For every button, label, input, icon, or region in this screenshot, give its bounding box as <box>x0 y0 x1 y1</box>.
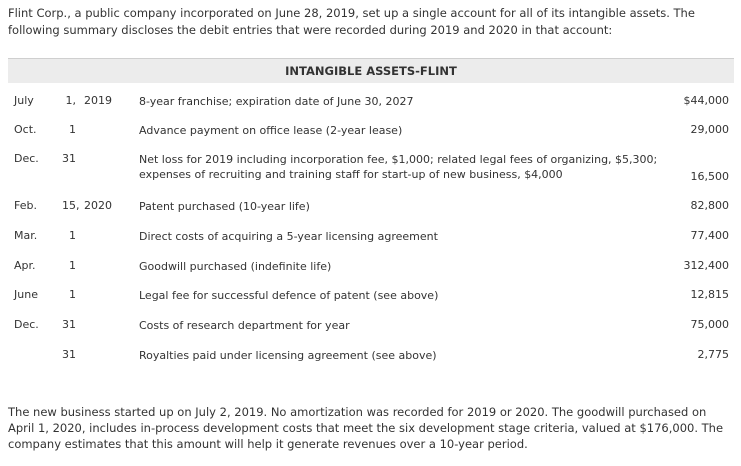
row-day: 31 <box>62 318 76 331</box>
row-year: 2020 <box>84 199 112 212</box>
row-day: 15, <box>62 199 80 212</box>
row-month: Dec. <box>14 152 39 165</box>
row-description: Patent purchased (10-year life) <box>139 200 310 213</box>
row-amount: 29,000 <box>690 123 729 136</box>
row-description: Costs of research department for year <box>139 319 350 332</box>
row-day: 31 <box>62 348 76 361</box>
row-amount: 12,815 <box>690 288 729 301</box>
row-month: Mar. <box>14 229 38 242</box>
row-month: Feb. <box>14 199 37 212</box>
row-description: Royalties paid under licensing agreement (see above) <box>139 349 437 362</box>
row-month: Apr. <box>14 259 36 272</box>
row-day: 1 <box>69 123 76 136</box>
row-day: 1, <box>65 94 76 107</box>
row-amount: 82,800 <box>690 199 729 212</box>
row-month: June <box>14 288 38 301</box>
row-amount: 77,400 <box>690 229 729 242</box>
row-description: Legal fee for successful defence of patent (see above) <box>139 289 439 302</box>
row-month: July <box>14 94 34 107</box>
row-amount: 16,500 <box>690 170 729 183</box>
row-description: Net loss for 2019 including incorporation fee, $1,000; related legal fees of organizing, $5,300; expenses of recruiting and training staff for start-up of new business, $4,000 <box>139 153 658 181</box>
row-amount: 312,400 <box>683 259 729 272</box>
row-day: 1 <box>69 229 76 242</box>
row-description: Goodwill purchased (indefinite life) <box>139 260 332 273</box>
row-month: Oct. <box>14 123 37 136</box>
row-description: 8-year franchise; expiration date of June 30, 2027 <box>139 95 414 108</box>
row-month: Dec. <box>14 318 39 331</box>
row-day: 1 <box>69 288 76 301</box>
row-day: 31 <box>62 152 76 165</box>
intro-paragraph: Flint Corp., a public company incorporated on June 28, 2019, set up a single account for all of its intangible assets. The following summary discloses the debit entries that were recorded during 2019 and 2020 in that account: <box>8 6 695 37</box>
row-year: 2019 <box>84 94 112 107</box>
row-amount: 75,000 <box>690 318 729 331</box>
row-amount: $44,000 <box>683 94 729 107</box>
row-description: Direct costs of acquiring a 5-year licensing agreement <box>139 230 438 243</box>
row-day: 1 <box>69 259 76 272</box>
closing-paragraph: The new business started up on July 2, 2019. No amortization was recorded for 2019 or 2020. The goodwill purchased on April 1, 2020, includes in-process development costs that meet the six development stage criteria, valued at $176,000. The company estimates that this amount will help it generate revenues over a 10-year period. <box>8 405 724 451</box>
row-description: Advance payment on office lease (2-year lease) <box>139 124 403 137</box>
table-title: INTANGIBLE ASSETS-FLINT <box>8 58 734 83</box>
row-amount: 2,775 <box>697 348 729 361</box>
